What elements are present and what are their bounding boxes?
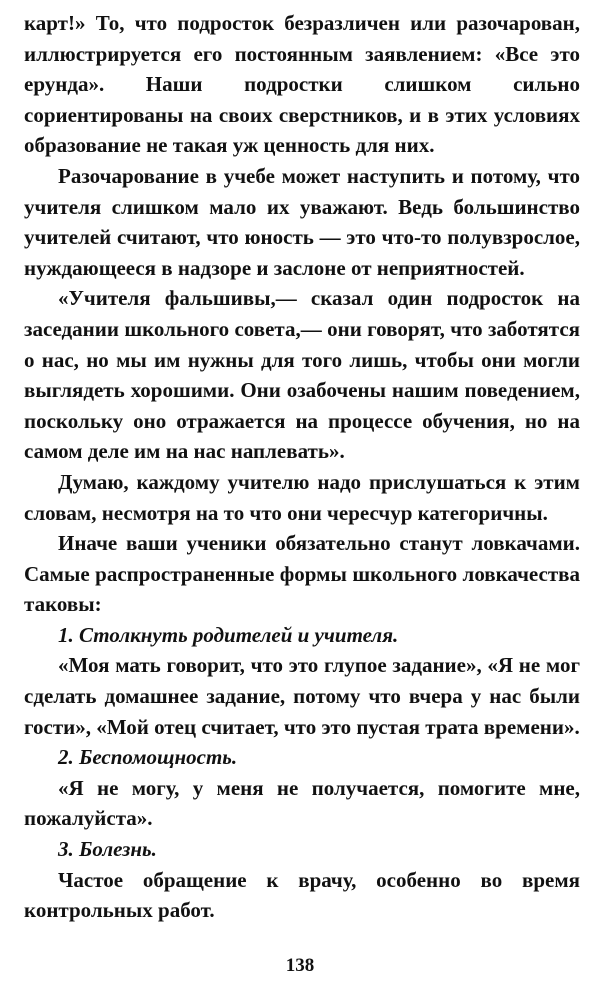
list-heading-2: 2. Беспомощность. (58, 745, 238, 770)
list-heading-3: 3. Болезнь. (58, 837, 157, 862)
paragraph-5: Иначе ваши ученики обязательно станут ловкачами. Самые распространенные формы школьного ловкачества таковы: (24, 531, 580, 617)
paragraph-6: «Моя мать говорит, что это глупое задание», «Я не мог сделать домашнее задание, потому что вчера у нас были гости», «Мой отец считает, что это пустая трата времени». (24, 653, 580, 739)
list-heading-1: 1. Столкнуть родителей и учителя. (58, 622, 399, 647)
body-text (24, 8, 580, 926)
paragraph-1: карт!» То, что подросток безразличен или разочарован, иллюстрируется его постоянным заявлением: «Все это ерунда». Наши подростки слишком сильно сориентированы на своих сверстников, и в этих условиях образование не такая уж ценность для них. (24, 11, 580, 158)
paragraph-3: «Учителя фальшивы,— сказал один подросток на заседании школьного совета,— они говорят, что заботятся о нас, но мы им нужны для того лишь, чтобы они могли выглядеть хорошими. Они озабочены нашим поведением, поскольку оно отражается на процессе обучения, но на самом деле им на нас наплевать». (24, 286, 580, 464)
paragraph-4: Думаю, каждому учителю надо прислушаться к этим словам, несмотря на то что они чересчур категоричны. (24, 469, 580, 525)
paragraph-2: Разочарование в учебе может наступить и потому, что учителя слишком мало их уважают. Ведь большинство учителей считают, что юность — это что-то полувзрослое, нуждающееся в надзоре и заслоне от неприятностей. (24, 163, 580, 280)
paragraph-7: «Я не могу, у меня не получается, помогите мне, пожалуйста». (24, 775, 580, 831)
page-number: 138 (285, 955, 315, 976)
paragraph-8: Частое обращение к врачу, особенно во время контрольных работ. (24, 867, 580, 923)
